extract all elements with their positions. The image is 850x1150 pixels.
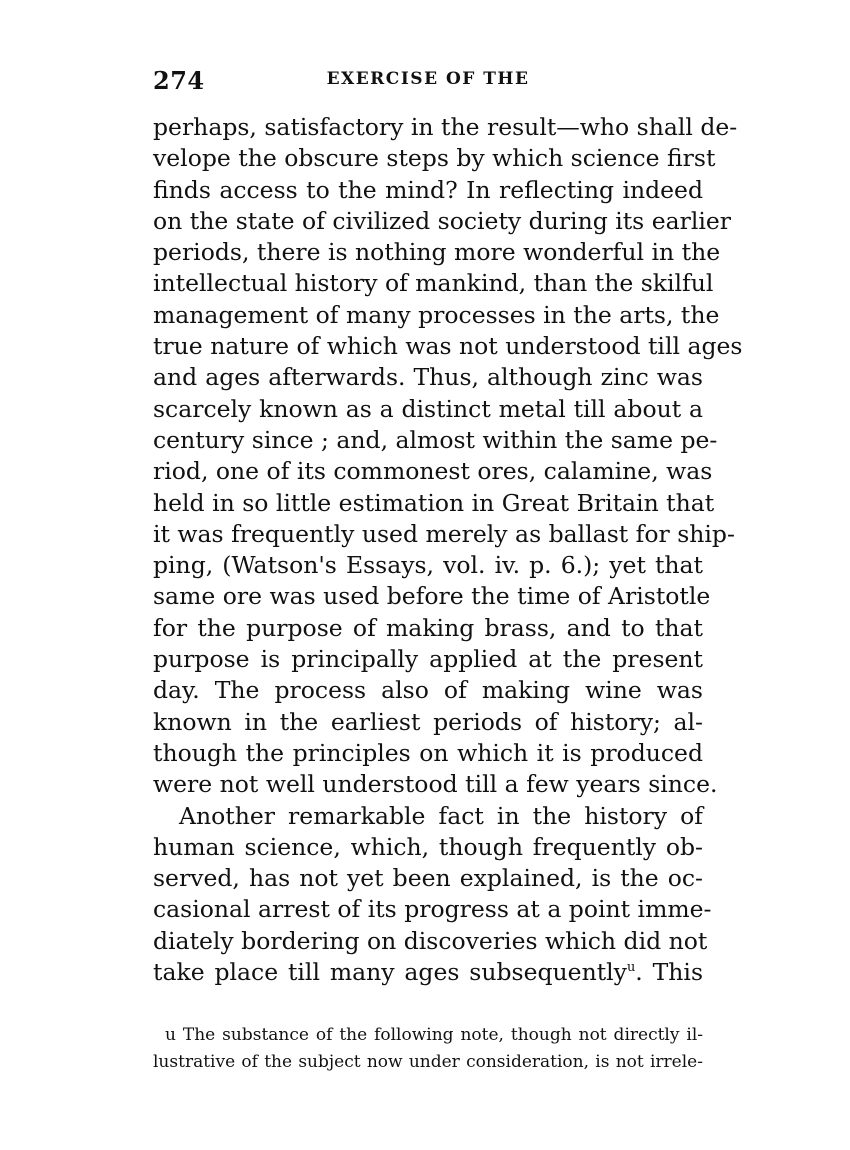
running-head: EXERCISE OF THE <box>326 69 530 89</box>
text-line <box>153 957 703 988</box>
text-segment: . This <box>635 958 704 987</box>
footnote-reference: u <box>626 960 636 976</box>
text-line: it was frequently used merely as ballast for ship- <box>153 519 735 548</box>
text-line: and ages afterwards. Thus, although zinc was <box>153 363 703 392</box>
footnote-text: The substance of the following note, though not directly il- <box>182 1025 704 1045</box>
text-line: scarcely known as a distinct metal till about a <box>153 394 703 423</box>
text-line: Another remarkable fact in the history of <box>179 801 703 830</box>
text-line: held in so little estimation in Great Britain that <box>153 488 715 517</box>
footnote <box>153 1022 703 1076</box>
text-line: velope the obscure steps by which science first <box>153 144 716 173</box>
text-line: were not well understood till a few years since. <box>153 770 718 799</box>
text-line: day. The process also of making wine was <box>153 676 703 705</box>
text-line: known in the earliest periods of history; al- <box>153 707 703 736</box>
page-header <box>153 66 703 98</box>
text-line: riod, one of its commonest ores, calamine, was <box>153 457 713 486</box>
text-segment: take place till many ages subsequently <box>153 958 627 987</box>
text-line: though the principles on which it is produced <box>153 738 703 767</box>
footnote-line <box>153 1022 703 1049</box>
text-line: management of many processes in the arts, the <box>153 300 720 329</box>
text-line: on the state of civilized society during its earlier <box>153 206 732 235</box>
footnote-marker: u <box>165 1025 176 1045</box>
footnote-line: lustrative of the subject now under consideration, is not irrele- <box>153 1052 703 1072</box>
text-line: true nature of which was not understood till ages <box>153 332 743 361</box>
text-line: for the purpose of making brass, and to that <box>153 613 703 642</box>
text-line: intellectual history of mankind, than the skilful <box>153 269 714 298</box>
text-line: finds access to the mind? In reflecting indeed <box>153 175 703 204</box>
text-line: periods, there is nothing more wonderful in the <box>153 238 721 267</box>
text-line: casional arrest of its progress at a point imme- <box>153 895 712 924</box>
page-number: 274 <box>153 66 205 95</box>
text-line: diately bordering on discoveries which did not <box>153 926 708 955</box>
text-line: served, has not yet been explained, is the oc- <box>153 864 703 893</box>
text-line: purpose is principally applied at the present <box>153 645 703 674</box>
text-line: human science, which, though frequently ob- <box>153 832 703 861</box>
text-line: same ore was used before the time of Aristotle <box>153 582 711 611</box>
body-text <box>153 112 743 988</box>
text-line: century since ; and, almost within the same pe- <box>153 425 718 454</box>
text-line: ping, (Watson's Essays, vol. iv. p. 6.); yet that <box>153 551 703 580</box>
text-line: perhaps, satisfactory in the result—who shall de- <box>153 113 738 141</box>
